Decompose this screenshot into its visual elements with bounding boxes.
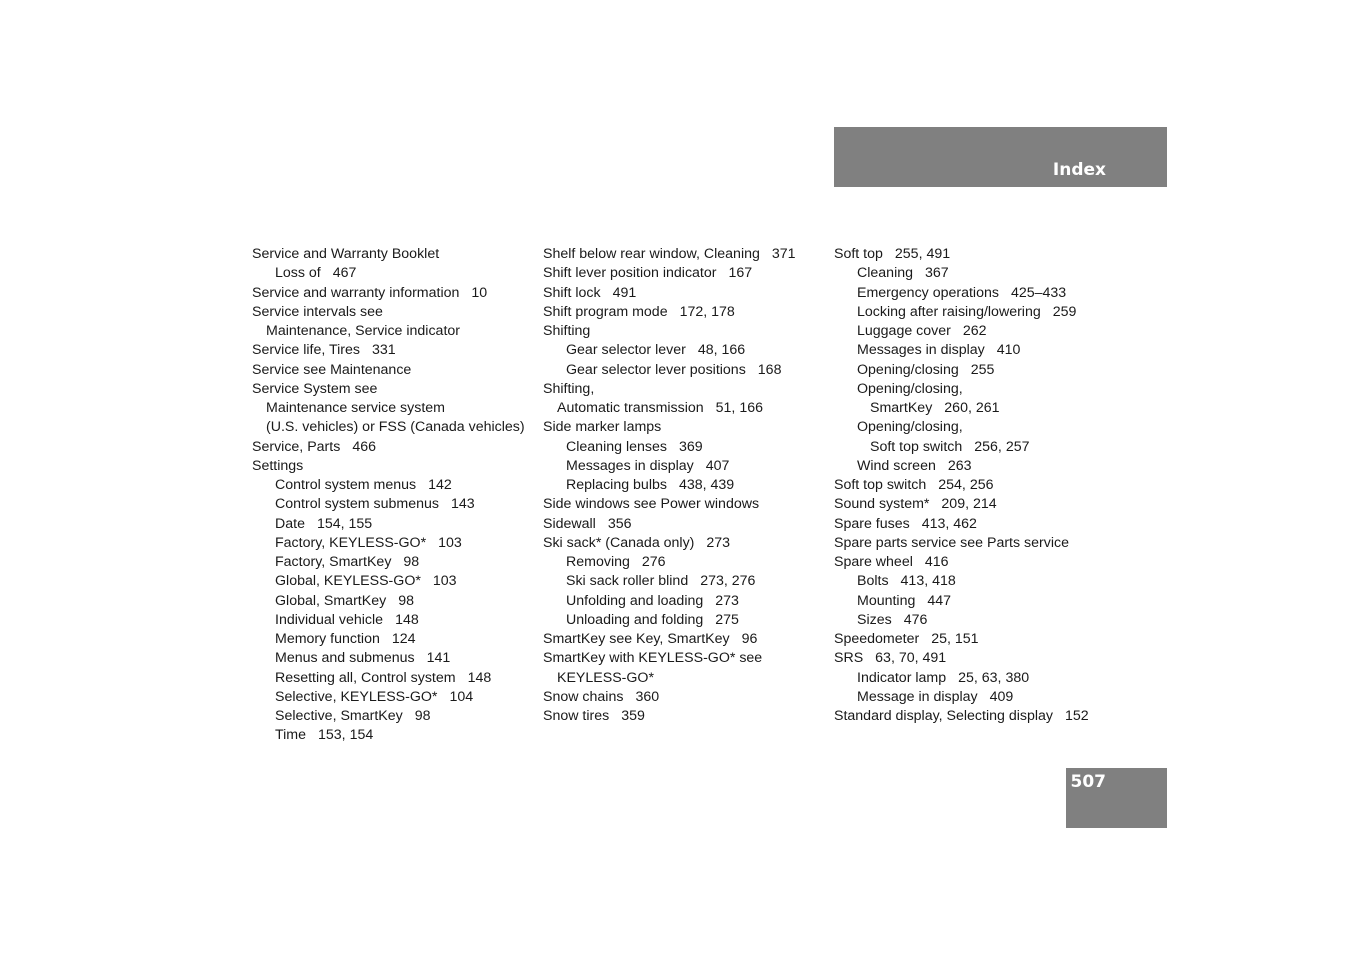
index-entry: [543, 380, 828, 399]
index-entry-page-ref: 103: [438, 534, 462, 551]
index-entry-page-ref: 152: [1064, 708, 1089, 724]
index-entry-term: Opening/closing: [857, 361, 959, 378]
index-entry-page-ref: 63, 70, 491: [875, 650, 947, 667]
index-entry: [543, 707, 828, 726]
index-entry-term: Shift lock: [543, 284, 601, 301]
index-entry: [543, 284, 828, 303]
index-entry-term: Service System see: [252, 380, 378, 397]
index-entry-page-ref: 413, 462: [921, 515, 977, 532]
index-entry-term: SRS: [834, 650, 864, 667]
index-entry: [252, 380, 537, 399]
index-column-1: [252, 245, 537, 746]
index-entry: [834, 495, 1134, 514]
index-entry-term: Bolts: [857, 573, 889, 590]
index-entry: [543, 611, 828, 630]
index-entry: [543, 649, 828, 668]
index-entry: [252, 495, 537, 514]
index-entry-page-ref: 51, 166: [715, 400, 763, 416]
index-entry: [252, 418, 537, 437]
index-entry-page-ref: 96: [741, 631, 758, 647]
index-entry-term: Shelf below rear window, Cleaning: [543, 246, 760, 262]
index-entry: [543, 592, 828, 611]
index-entry-term: Soft top switch: [834, 477, 927, 493]
index-entry-term: Service, Parts: [252, 438, 341, 455]
index-entry-term: Messages in display: [857, 342, 985, 359]
index-entry-page-ref: 447: [927, 592, 952, 609]
index-entry-term: Gear selector lever positions: [566, 361, 746, 378]
index-entry-page-ref: 273, 276: [700, 573, 756, 590]
index-entry: [543, 630, 828, 649]
index-entry-term: Unfolding and loading: [566, 592, 704, 609]
index-entry-term: Loss of: [275, 265, 321, 282]
index-entry-page-ref: 273: [706, 534, 731, 551]
page-number: 507: [1070, 772, 1106, 792]
index-entry: [834, 399, 1134, 418]
index-entry-page-ref: 209, 214: [941, 496, 997, 513]
index-entry-term: Maintenance, Service indicator: [266, 323, 460, 339]
index-entry-term: Service life, Tires: [252, 342, 361, 359]
index-entry: [252, 669, 537, 688]
index-entry-term: Cleaning: [857, 265, 914, 282]
index-entry: [252, 399, 537, 418]
index-entry: [252, 649, 537, 668]
index-entry-page-ref: 143: [451, 496, 475, 513]
index-entry-term: Unloading and folding: [566, 611, 704, 628]
index-entry: [252, 688, 537, 707]
index-entry-page-ref: 167: [728, 265, 753, 282]
index-entry-term: Indicator lamp: [857, 669, 947, 686]
index-entry-page-ref: 104: [449, 688, 474, 705]
index-entry-page-ref: 409: [989, 688, 1014, 705]
index-entry: [252, 630, 537, 649]
index-entry-term: Selective, SmartKey: [275, 708, 403, 724]
index-entry-page-ref: 148: [467, 669, 492, 686]
index-entry: [543, 399, 828, 418]
index-entry-term: Resetting all, Control system: [275, 669, 456, 686]
index-entry-term: Replacing bulbs: [566, 477, 667, 493]
index-header-bar: [834, 127, 1167, 187]
index-entry: [252, 534, 537, 553]
index-entry: [834, 688, 1134, 707]
index-entry: [543, 572, 828, 591]
index-entry-page-ref: 438, 439: [678, 477, 735, 493]
index-entry-page-ref: 124: [391, 631, 416, 647]
index-entry: [543, 303, 828, 322]
index-entry: [543, 669, 828, 688]
index-entry-term: Sizes: [857, 611, 892, 628]
index-entry-page-ref: 25, 63, 380: [958, 669, 1030, 686]
index-entry-term: (U.S. vehicles) or FSS (Canada vehicles): [266, 419, 525, 436]
index-entry-term: Sound system*: [834, 496, 930, 513]
index-entry: [834, 245, 1134, 264]
index-entry-page-ref: 98: [398, 592, 414, 609]
index-entry-page-ref: 425–433: [1010, 284, 1067, 301]
index-entry-term: Opening/closing,: [857, 380, 963, 397]
index-entry: [252, 264, 537, 283]
index-entry: [834, 649, 1134, 668]
index-entry-page-ref: 467: [332, 265, 357, 282]
index-entry: [834, 303, 1134, 322]
index-entry: [543, 457, 828, 476]
index-entry-term: Luggage cover: [857, 323, 951, 339]
index-entry-term: Selective, KEYLESS-GO*: [275, 688, 438, 705]
index-column-3: [834, 245, 1134, 726]
index-entry-page-ref: 141: [426, 650, 451, 667]
index-entry-term: Control system menus: [275, 477, 417, 493]
index-entry-term: Side windows see Power windows: [543, 496, 760, 513]
index-entry: [543, 264, 828, 283]
index-entry: [834, 515, 1134, 534]
index-entry: [252, 611, 537, 630]
index-entry-page-ref: 168: [757, 361, 782, 378]
index-entry: [252, 726, 537, 745]
index-entry: [834, 264, 1134, 283]
index-entry-term: Menus and submenus: [275, 650, 415, 667]
index-entry-term: Global, KEYLESS-GO*: [275, 573, 421, 590]
index-entry-page-ref: 154, 155: [316, 515, 373, 532]
index-entry-term: Messages in display: [566, 457, 694, 474]
index-entry-page-ref: 254, 256: [938, 477, 994, 493]
index-entry-term: Service see Maintenance: [252, 361, 412, 378]
index-entry-page-ref: 103: [432, 573, 457, 590]
index-entry-term: KEYLESS-GO*: [557, 669, 654, 686]
index-entry-term: Maintenance service system: [266, 400, 445, 416]
index-entry-page-ref: 153, 154: [318, 727, 374, 744]
index-entry-page-ref: 263: [947, 457, 972, 474]
index-entry-term: Spare wheel: [834, 554, 913, 570]
index-entry: [252, 515, 537, 534]
index-entry-term: Ski sack* (Canada only): [543, 534, 695, 551]
index-entry: [543, 476, 828, 495]
index-entry: [543, 418, 828, 437]
page-number-box: [1066, 768, 1167, 828]
index-entry-term: Automatic transmission: [557, 400, 704, 416]
index-entry-page-ref: 367: [925, 265, 949, 282]
index-entry-term: Individual vehicle: [275, 611, 384, 628]
index-entry-page-ref: 476: [903, 611, 928, 628]
index-entry-term: Shift lever position indicator: [543, 265, 717, 282]
index-entry-page-ref: 10: [471, 284, 488, 301]
index-entry: [252, 284, 537, 303]
index-entry-term: Emergency operations: [857, 284, 999, 301]
index-entry-term: Settings: [252, 457, 304, 474]
index-entry-term: Snow tires: [543, 708, 610, 724]
index-entry: [834, 438, 1134, 457]
index-entry-page-ref: 255, 491: [894, 246, 951, 262]
index-entry-page-ref: 331: [372, 342, 396, 359]
index-entry: [834, 476, 1134, 495]
index-entry-term: Side marker lamps: [543, 419, 662, 436]
index-entry-term: Service intervals see: [252, 303, 383, 320]
index-entry-term: Locking after raising/lowering: [857, 303, 1041, 320]
index-entry-page-ref: 148: [395, 611, 419, 628]
index-entry: [543, 688, 828, 707]
index-entry-term: SmartKey see Key, SmartKey: [543, 631, 730, 647]
index-entry-page-ref: 359: [621, 708, 645, 724]
index-entry-page-ref: 260, 261: [944, 400, 1000, 416]
index-entry: [543, 553, 828, 572]
index-entry-page-ref: 407: [705, 457, 730, 474]
index-entry: [834, 380, 1134, 399]
index-entry-page-ref: 262: [962, 323, 987, 339]
index-entry-term: Shifting,: [543, 380, 595, 397]
index-entry-term: Spare fuses: [834, 515, 910, 532]
index-entry-page-ref: 491: [612, 284, 637, 301]
index-entry-term: Spare parts service see Parts service: [834, 534, 1069, 551]
index-entry: [834, 592, 1134, 611]
index-entry-page-ref: 356: [607, 515, 632, 532]
index-entry: [834, 572, 1134, 591]
index-entry: [252, 341, 537, 360]
index-entry-term: Time: [275, 727, 307, 744]
index-entry-page-ref: 410: [996, 342, 1021, 359]
index-entry: [252, 476, 537, 495]
index-entry: [252, 438, 537, 457]
index-entry-page-ref: 371: [771, 246, 796, 262]
index-entry: [543, 341, 828, 360]
index-entry: [834, 457, 1134, 476]
index-entry-term: Control system submenus: [275, 496, 440, 513]
index-entry-term: Standard display, Selecting display: [834, 708, 1053, 724]
index-entry-page-ref: 98: [414, 708, 431, 724]
index-entry-term: Gear selector lever: [566, 342, 686, 359]
index-entry-term: Date: [275, 515, 305, 532]
index-entry: [252, 707, 537, 726]
index-entry: [252, 245, 537, 264]
index-title: Index: [1052, 160, 1106, 180]
index-entry: [834, 669, 1134, 688]
index-entry-page-ref: 369: [678, 438, 703, 455]
index-entry-page-ref: 98: [403, 554, 420, 570]
index-entry-term: Shifting: [543, 323, 591, 339]
index-entry: [834, 361, 1134, 380]
index-entry-term: Service and Warranty Booklet: [252, 246, 440, 262]
index-entry-page-ref: 275: [715, 611, 739, 628]
index-entry: [543, 438, 828, 457]
index-entry-page-ref: 259: [1052, 303, 1077, 320]
index-entry: [834, 611, 1134, 630]
index-entry-term: Service and warranty information: [252, 284, 460, 301]
index-entry-page-ref: 413, 418: [900, 573, 956, 590]
index-entry-page-ref: 142: [428, 477, 452, 493]
index-entry: [252, 572, 537, 591]
index-entry-page-ref: 256, 257: [974, 438, 1030, 455]
index-entry: [834, 418, 1134, 437]
index-entry: [834, 630, 1134, 649]
index-entry: [543, 361, 828, 380]
index-entry-page-ref: 276: [641, 554, 666, 570]
index-entry-page-ref: 416: [924, 554, 949, 570]
index-entry-term: Opening/closing,: [857, 419, 963, 436]
index-entry-term: Wind screen: [857, 457, 936, 474]
index-entry-term: Sidewall: [543, 515, 596, 532]
index-entry-term: Global, SmartKey: [275, 592, 387, 609]
index-entry: [834, 341, 1134, 360]
index-entry-page-ref: 466: [352, 438, 376, 455]
index-entry-term: Factory, SmartKey: [275, 554, 392, 570]
index-entry-term: Removing: [566, 554, 630, 570]
index-entry: [252, 592, 537, 611]
index-entry-term: Snow chains: [543, 688, 624, 705]
index-entry: [252, 553, 537, 572]
index-entry-page-ref: 25, 151: [931, 631, 979, 647]
index-entry-term: Shift program mode: [543, 303, 668, 320]
index-entry: [543, 245, 828, 264]
index-entry-term: SmartKey: [870, 400, 933, 416]
index-entry-page-ref: 255: [970, 361, 995, 378]
index-entry-page-ref: 48, 166: [697, 342, 746, 359]
index-entry-term: Ski sack roller blind: [566, 573, 689, 590]
index-entry: [834, 534, 1134, 553]
index-entry-term: Memory function: [275, 631, 380, 647]
index-entry: [834, 322, 1134, 341]
index-entry: [543, 322, 828, 341]
index-entry-term: Soft top: [834, 246, 883, 262]
index-entry-term: Message in display: [857, 688, 978, 705]
index-entry: [834, 284, 1134, 303]
index-entry-term: Soft top switch: [870, 438, 963, 455]
index-entry-page-ref: 273: [715, 592, 739, 609]
index-entry: [834, 707, 1134, 726]
index-entry: [543, 495, 828, 514]
index-entry-term: SmartKey with KEYLESS-GO* see: [543, 650, 763, 667]
index-entry: [543, 534, 828, 553]
index-entry: [252, 361, 537, 380]
index-entry-page-ref: 360: [635, 688, 660, 705]
index-entry-term: Cleaning lenses: [566, 438, 667, 455]
index-entry-term: Mounting: [857, 592, 916, 609]
index-entry: [834, 553, 1134, 572]
index-entry: [252, 303, 537, 322]
index-entry: [252, 322, 537, 341]
index-entry: [543, 515, 828, 534]
index-entry-page-ref: 172, 178: [679, 303, 735, 320]
index-column-2: [543, 245, 828, 726]
index-entry-term: Factory, KEYLESS-GO*: [275, 534, 427, 551]
index-entry-term: Speedometer: [834, 631, 920, 647]
index-entry: [252, 457, 537, 476]
